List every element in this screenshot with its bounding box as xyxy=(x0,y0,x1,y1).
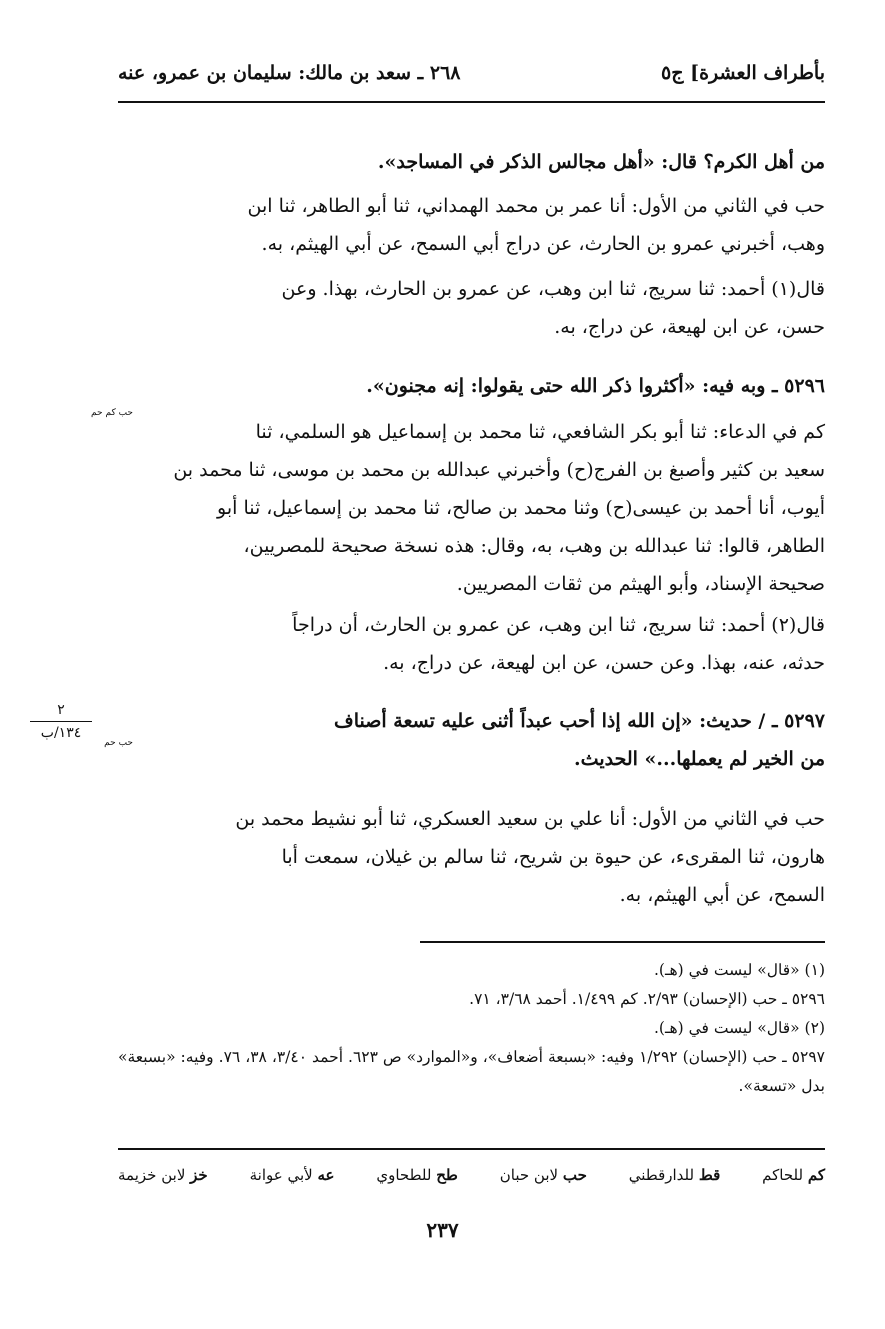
paragraph-line: وهب، أخبرني عمرو بن الحارث، عن دراج أبي السمح، عن أبي الهيثم، به. xyxy=(261,233,825,255)
footnote: (٢) «قال» ليست في (هـ). xyxy=(653,1019,825,1037)
paragraph-continuation xyxy=(118,143,825,181)
footnotes xyxy=(118,956,825,1101)
margin-note-folio: ١٣٤/ب xyxy=(40,725,82,741)
footnote: (١) «قال» ليست في (هـ). xyxy=(653,961,825,979)
paragraph-hib-source-2 xyxy=(118,800,825,914)
footnote: ٥٢٩٦ ـ حب (الإحسان) ٢/٩٣. كم ١/٤٩٩. أحمد ٣/٦٨، ٧١. xyxy=(469,990,825,1008)
paragraph-line: حدثه، عنه، بهذا. وعن حسن، عن ابن لهيعة، عن دراج، به. xyxy=(383,652,825,674)
paragraph-line: من أهل الكرم؟ قال: «أهل مجالس الذكر في المساجد». xyxy=(377,151,825,173)
abbreviation-item: كم للحاكم xyxy=(762,1166,825,1184)
page-number: ٢٣٧ xyxy=(426,1218,459,1242)
paragraph-line: كم في الدعاء: ثنا أبو بكر الشافعي، ثنا محمد بن إسماعيل هو السلمي، ثنا xyxy=(255,421,825,443)
abbreviation-item: حب لابن حبان xyxy=(499,1166,587,1184)
paragraph-kam-source xyxy=(118,413,825,603)
footnote-separator xyxy=(420,941,825,943)
hadith-5296-heading xyxy=(118,367,825,405)
paragraph-line: قال(٢) أحمد: ثنا سريج، ثنا ابن وهب، عن عمرو بن الحارث، أن دراجاً xyxy=(292,614,825,636)
paragraph-line: من الخير لم يعملها...» الحديث. xyxy=(574,748,825,770)
header-section: ٢٦٨ ـ سعد بن مالك: سليمان بن عمرو، عنه xyxy=(118,62,461,84)
abbreviation-item: قط للدارقطني xyxy=(628,1166,721,1184)
hadith-5297-heading xyxy=(118,702,825,778)
margin-note-number: ٢ xyxy=(57,702,65,718)
abbreviations-rule xyxy=(118,1148,825,1150)
paragraph-line: صحيحة الإسناد، وأبو الهيثم من ثقات المصريين. xyxy=(456,573,825,595)
paragraph-line: قال(١) أحمد: ثنا سريج، ثنا ابن وهب، عن عمرو بن الحارث، بهذا. وعن xyxy=(281,278,825,300)
abbreviations-key xyxy=(118,1160,825,1190)
siglum-5296: حب كم حم xyxy=(91,408,133,418)
paragraph-line: حب في الثاني من الأول: أنا عمر بن محمد الهمداني، ثنا أبو الطاهر، ثنا ابن xyxy=(247,195,825,217)
abbreviation-item: طح للطحاوي xyxy=(376,1166,458,1184)
paragraph-line: الطاهر، قالوا: ثنا عبدالله بن وهب، به، وقال: هذه نسخة صحيحة للمصريين، xyxy=(243,535,825,557)
paragraph-hib-source xyxy=(118,187,825,263)
running-header xyxy=(118,56,825,90)
paragraph-line: سعيد بن كثير وأصبغ بن الفرج(ح) وأخبرني عبدالله بن محمد بن موسى، ثنا محمد بن xyxy=(173,459,825,481)
footnote: ٥٢٩٧ ـ حب (الإحسان) ١/٢٩٢ وفيه: «بسبعة أضعاف»، و«الموارد» ص ٦٢٣. أحمد ٣/٤٠، ٣٨، ٧٦. وفيه: «بسبعة» بدل «تسعة». xyxy=(118,1048,825,1095)
paragraph-ahmad-source-2 xyxy=(118,606,825,682)
siglum-5297: حب حم xyxy=(104,738,133,748)
margin-folio-note xyxy=(30,702,92,741)
paragraph-line: حب في الثاني من الأول: أنا علي بن سعيد العسكري، ثنا أبو نشيط محمد بن xyxy=(235,808,825,830)
paragraph-line: حسن، عن ابن لهيعة، عن دراج، به. xyxy=(554,316,825,338)
margin-note-rule xyxy=(30,721,92,722)
paragraph-line: السمح، عن أبي الهيثم، به. xyxy=(619,884,825,906)
header-rule xyxy=(118,101,825,103)
header-volume: بأطراف العشرة] ج٥ xyxy=(661,62,825,84)
paragraph-line: أيوب، أنا أحمد بن عيسى(ح) وثنا محمد بن صالح، ثنا محمد بن إسماعيل، ثنا أبو xyxy=(217,497,825,519)
paragraph-line: ٥٢٩٦ ـ وبه فيه: «أكثروا ذكر الله حتى يقولوا: إنه مجنون». xyxy=(366,375,825,397)
paragraph-ahmad-source xyxy=(118,270,825,346)
abbreviation-item: عه لأبي عوانة xyxy=(249,1166,335,1184)
paragraph-line: ٥٢٩٧ ـ / حديث: «إن الله إذا أحب عبداً أثنى عليه تسعة أصناف xyxy=(334,710,825,732)
paragraph-line: هارون، ثنا المقرىء، عن حيوة بن شريح، ثنا سالم بن غيلان، سمعت أبا xyxy=(281,846,825,868)
abbreviation-item: خز لابن خزيمة xyxy=(118,1166,208,1184)
